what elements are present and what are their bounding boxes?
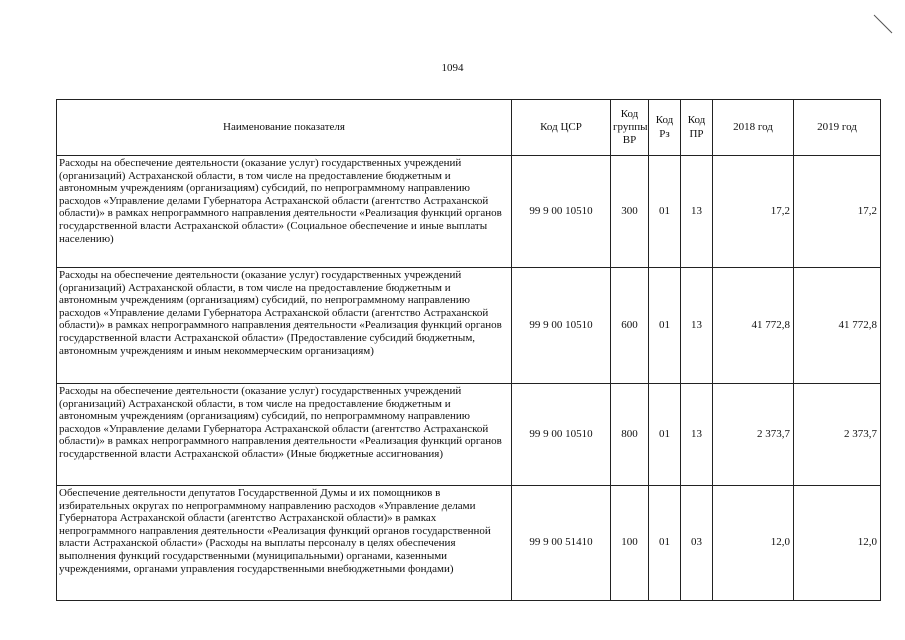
row-value-2018: 17,2 [713,156,794,268]
row-name: Обеспечение деятельности депутатов Государственной Думы и их помощников в избирательных округах по непрограммному направлению расходов «Управление делами Губернатора Астраханской области (агентство Астраханской области)» в рамках непрограммного направления деятельности «Реализация функций органов государственной власти Астраханской области» (Расходы на выплаты персоналу в целях обеспечения выполнения функций государственными (муниципальными) органами, казенными учреждениями, органами управления государственными внебюджетными фондами) [57,486,512,601]
row-name: Расходы на обеспечение деятельности (оказание услуг) государственных учреждений (организаций) Астраханской области, в том числе на предоставление бюджетным и автономным учреждениям (организациям) субсидий, по непрограммному направлению расходов «Управление делами Губернатора Астраханской области (агентство Астраханской области)» в рамках непрограммного направления деятельности «Реализация функций органов государственной власти Астраханской области» (Иные бюджетные ассигнования) [57,384,512,486]
row-csr-code: 99 9 00 10510 [512,268,611,384]
row-value-2019: 12,0 [794,486,881,601]
table-row [57,384,881,486]
row-csr-code: 99 9 00 10510 [512,156,611,268]
header-name: Наименование показателя [57,100,512,156]
row-value-2018: 12,0 [713,486,794,601]
row-value-2019: 17,2 [794,156,881,268]
row-pr-code: 13 [681,384,713,486]
budget-table [56,99,881,601]
row-rz-code: 01 [649,384,681,486]
header-csr-code: Код ЦСР [512,100,611,156]
table-row [57,486,881,601]
row-rz-code: 01 [649,486,681,601]
row-value-2018: 41 772,8 [713,268,794,384]
row-vr-code: 100 [611,486,649,601]
row-name: Расходы на обеспечение деятельности (оказание услуг) государственных учреждений (организаций) Астраханской области, в том числе на предоставление бюджетным и автономным учреждениям (организациям) субсидий, по непрограммному направлению расходов «Управление делами Губернатора Астраханской области (агентство Астраханской области)» в рамках непрограммного направления деятельности «Реализация функций органов государственной власти Астраханской области» (Предоставление субсидий бюджетным, автономным учреждениям и иным некоммерческим организациям) [57,268,512,384]
row-vr-code: 300 [611,156,649,268]
row-pr-code: 03 [681,486,713,601]
header-year-2019: 2019 год [794,100,881,156]
scan-artifact-line [873,14,893,34]
row-vr-code: 800 [611,384,649,486]
header-vr-code: Код группы ВР [611,100,649,156]
row-csr-code: 99 9 00 10510 [512,384,611,486]
row-vr-code: 600 [611,268,649,384]
row-rz-code: 01 [649,156,681,268]
row-value-2018: 2 373,7 [713,384,794,486]
row-pr-code: 13 [681,156,713,268]
row-name: Расходы на обеспечение деятельности (оказание услуг) государственных учреждений (организаций) Астраханской области, в том числе на предоставление бюджетным и автономным учреждениям (организациям) субсидий, по непрограммному направлению расходов «Управление делами Губернатора Астраханской области (агентство Астраханской области)» в рамках непрограммного направления деятельности «Реализация функций органов государственной власти Астраханской области» (Социальное обеспечение и иные выплаты населению) [57,156,512,268]
row-value-2019: 41 772,8 [794,268,881,384]
table-row [57,268,881,384]
table-row [57,156,881,268]
page-number: 1094 [441,62,464,74]
row-pr-code: 13 [681,268,713,384]
header-pr-code: Код ПР [681,100,713,156]
table-header-row [57,100,881,156]
row-csr-code: 99 9 00 51410 [512,486,611,601]
row-rz-code: 01 [649,268,681,384]
header-year-2018: 2018 год [713,100,794,156]
row-value-2019: 2 373,7 [794,384,881,486]
header-rz-code: Код Рз [649,100,681,156]
